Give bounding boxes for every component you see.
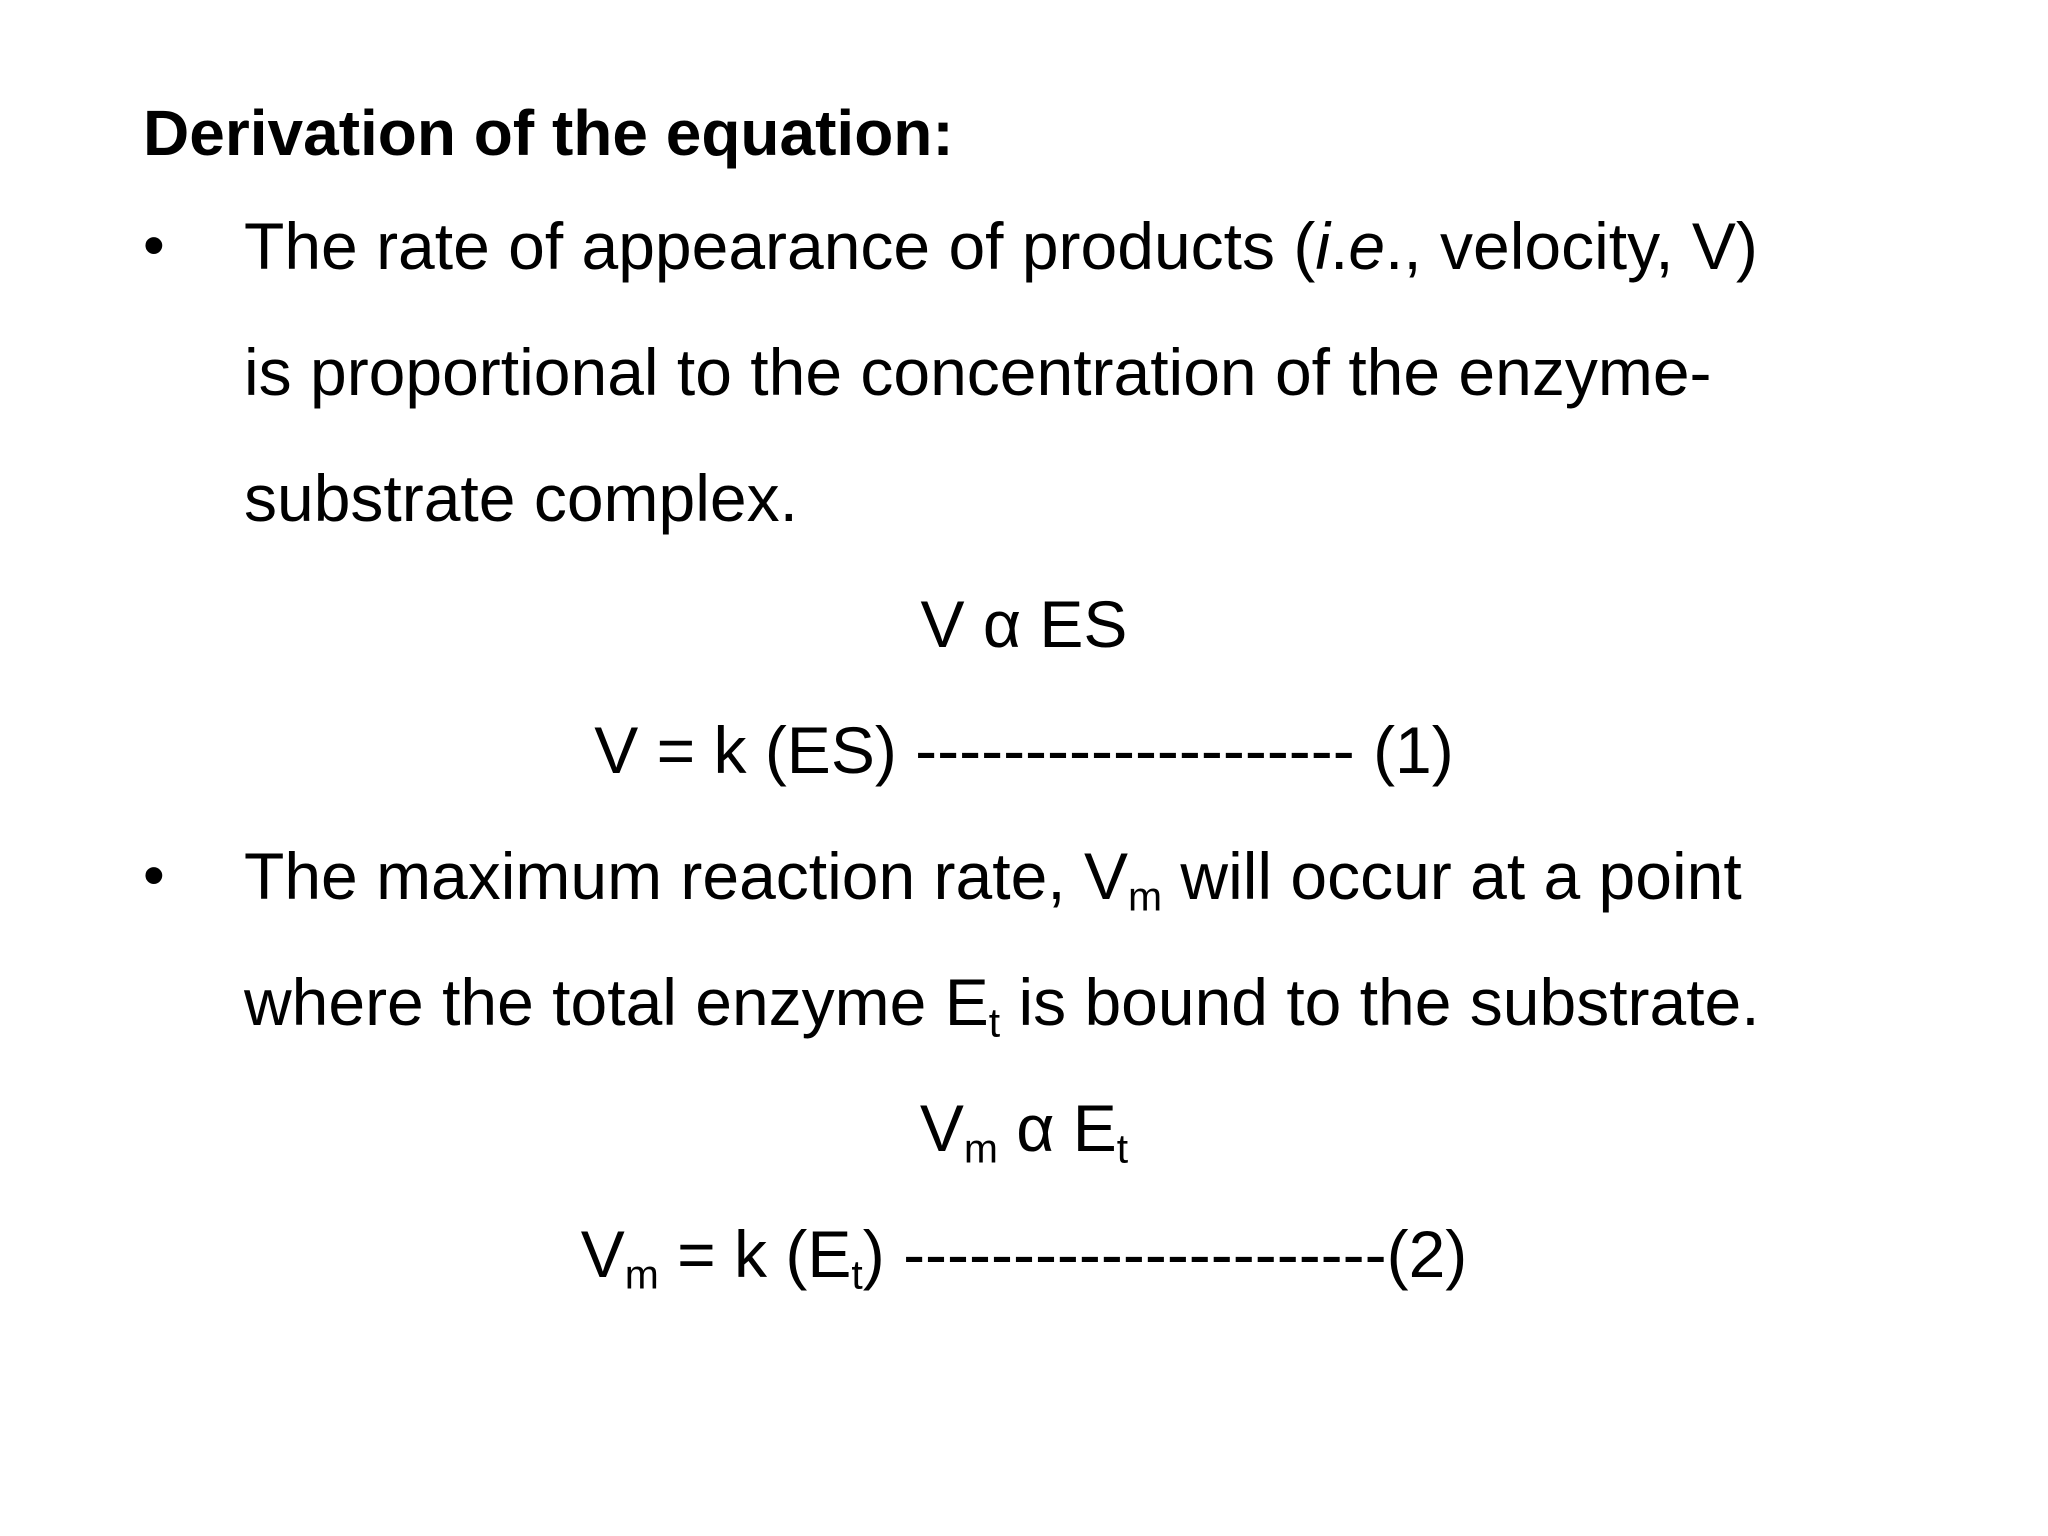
- bullet1-line1-pre: The rate of appearance of products (: [244, 209, 1316, 283]
- bullet1-dot: .: [1329, 209, 1349, 283]
- bullet1-italic-i: i: [1315, 209, 1330, 283]
- equation-2: [0, 1191, 2048, 1317]
- bullet1-line1: [244, 183, 1758, 309]
- bullet2-line1: [244, 813, 1742, 939]
- slide-title: Derivation of the equation:: [143, 97, 954, 169]
- eq2a-e-sub: t: [1116, 1125, 1129, 1172]
- equation-vm-alpha-et: [0, 1065, 2048, 1191]
- bullet2-line2-post: is bound to the substrate.: [1000, 965, 1760, 1039]
- bullet1-italic-e: e: [1348, 209, 1386, 283]
- bullet2-line1-post: will occur at a point: [1162, 839, 1742, 913]
- eq2a-v: V: [919, 1091, 964, 1165]
- bullet1-line3: substrate complex.: [244, 461, 798, 535]
- eq2b-post: ) ----------------------(2): [862, 1217, 1468, 1291]
- bullet-dot-1: •: [143, 211, 165, 280]
- eq2b-v-sub: m: [624, 1251, 659, 1298]
- bullet1-line2: is proportional to the concentration of the enzyme-: [244, 335, 1712, 409]
- bullet1-line1-post: ., velocity, V): [1385, 209, 1758, 283]
- bullet2-line1-pre: The maximum reaction rate, V: [244, 839, 1128, 913]
- equation-v-alpha-es: V α ES: [920, 587, 1128, 661]
- bullet2-line2: [244, 939, 1760, 1065]
- subscript-m: m: [1127, 873, 1163, 920]
- eq2b-v: V: [580, 1217, 625, 1291]
- bullet-dot-2: •: [143, 841, 165, 910]
- eq2a-v-sub: m: [963, 1125, 998, 1172]
- eq2a-mid: α E: [997, 1091, 1117, 1165]
- equation-1: V = k (ES) -------------------- (1): [594, 713, 1454, 787]
- eq2b-e-sub: t: [851, 1251, 863, 1298]
- bullet2-line2-pre: where the total enzyme E: [244, 965, 989, 1039]
- subscript-t: t: [988, 999, 1001, 1046]
- eq2b-mid: = k (E: [658, 1217, 852, 1291]
